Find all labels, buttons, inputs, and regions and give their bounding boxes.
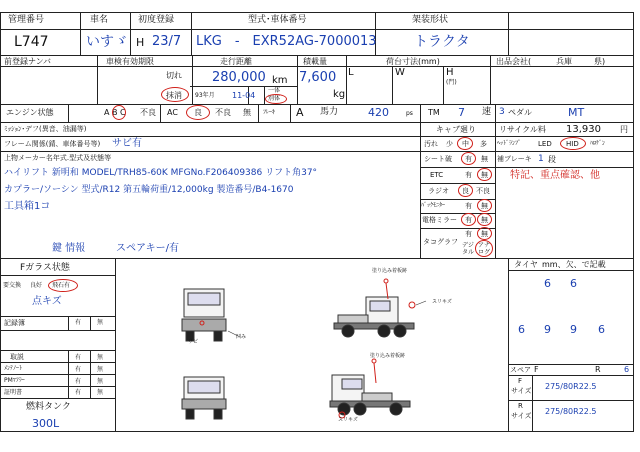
year-value: 11-04 [232, 91, 256, 100]
mt-value: MT [568, 106, 585, 119]
H-label: H [446, 67, 454, 78]
back-ari: 有 [465, 202, 472, 210]
mente-ari: 有 [75, 366, 82, 373]
etc-ari: 有 [465, 171, 472, 179]
H-sub: (門) [446, 79, 457, 86]
kiroku-ari: 有 [75, 319, 82, 326]
front-view-top [182, 289, 226, 341]
shuppin-pref: 兵庫 [556, 57, 572, 66]
L-label: L [348, 67, 354, 78]
truck-diagram [116, 259, 508, 431]
hojo-brake-label: 補ブレーキ [497, 155, 532, 163]
damage-mark-1 [384, 279, 388, 283]
katashiki-label: 型式･車体番号 [248, 15, 307, 25]
mente-label: ﾒﾝﾃﾉｰﾄ [4, 365, 23, 372]
nenryo-value: 300L [32, 417, 60, 430]
side-view-bottom [330, 375, 410, 415]
ps-unit: ps [406, 110, 413, 117]
front-view-bottom [182, 377, 226, 419]
r-size-value: 275/80R22.5 [545, 407, 597, 416]
damage-mark-2 [409, 302, 415, 308]
betsutai-circle [265, 94, 287, 104]
headlamp-label: ﾍｯﾄﾞﾗﾝﾌﾟ [497, 140, 522, 147]
year-label: 93年月 [195, 92, 215, 99]
mirror-nashi: 無 [481, 216, 488, 224]
tm-value: 7 [458, 106, 465, 119]
diagram-note-nuri-2: 塗り込み着板跡 [370, 353, 406, 359]
headlamp-led: LED [538, 140, 552, 148]
torisetsu-label: 取説 [10, 353, 24, 361]
damage-mark-4 [372, 359, 376, 363]
W-label: W [395, 67, 405, 78]
kanri-bango: L747 [14, 34, 49, 50]
headlamp-hid-circle [560, 137, 586, 150]
shoumei-nashi: 無 [97, 389, 104, 396]
sheet-ari-circle [461, 152, 476, 165]
recycle-label: リサイクル料 [499, 125, 546, 134]
kanri-bango-label: 管理番号 [8, 15, 45, 25]
tacho-nashi: 無 [481, 230, 488, 238]
maeplate-label: 前登録ナンバ [4, 57, 52, 66]
kaso-value: トラクタ [414, 34, 470, 50]
diagram-note-hekomi: 凹み [236, 334, 247, 340]
ac-ryo: 良 [194, 108, 202, 117]
tire-front-right: 6 [570, 277, 577, 290]
f-size-label: サイズ [511, 387, 532, 395]
kagi-value: スペアキー/有 [116, 243, 179, 254]
masshou-label: 抹消 [166, 91, 182, 100]
engine-fuka: 不良 [140, 108, 156, 117]
brake-value: A [296, 106, 304, 119]
tire-rear-1: 6 [518, 323, 525, 336]
tire-mm-note: mm、欠、で記載 [542, 260, 606, 269]
headlamp-hid: HID [566, 140, 579, 148]
ac-mu: 無 [243, 108, 251, 117]
kire-label: 切れ [166, 71, 182, 80]
pm-nashi: 無 [97, 378, 104, 385]
tacho-ana: アナ [478, 242, 491, 249]
glass-ryo: 良好 [30, 282, 43, 289]
r-size-R-label: R [518, 402, 523, 410]
tire-rear-2: 9 [544, 323, 551, 336]
kaso-label: 架装形状 [412, 15, 449, 25]
glass-tenkizu: 点キズ [32, 296, 62, 307]
maker-name: いすゞ [86, 34, 128, 50]
mirror-ari: 有 [465, 216, 472, 224]
spare-f: F [534, 365, 539, 374]
engine-label: エンジン状態 [6, 108, 54, 117]
kyori-label: 走行距離 [220, 57, 252, 66]
shodo-value: 23/7 [152, 34, 182, 49]
tacho-rog: ログ [478, 249, 491, 256]
radio-label: ラジオ [428, 187, 449, 195]
nenryo-label: 燃料タンク [26, 402, 71, 412]
tire-rear-4: 6 [598, 323, 605, 336]
diagram-note-surikizu-2: スリキズ [338, 417, 358, 423]
pm-label: PMﾏﾌﾗｰ [4, 377, 25, 384]
betsutai-label: 別体 [268, 95, 281, 102]
spare-r-value: 6 [624, 365, 630, 374]
ac-ryo-circle [186, 105, 210, 120]
radio-ryo-circle [458, 184, 473, 197]
etc-nashi-circle [477, 168, 492, 181]
tire-front-left: 6 [544, 277, 551, 290]
tacho-tal: タル [462, 249, 475, 256]
kiroku-label: 記録簿 [4, 319, 25, 327]
yogore-label: 汚れ [424, 140, 438, 148]
mirror-ari-circle [461, 213, 476, 226]
spare-r-label: R [595, 365, 601, 374]
masshou-circle [161, 87, 189, 102]
recycle-yen: 円 [620, 125, 628, 134]
etc-nashi: 無 [481, 171, 488, 179]
pedal-label: ペダル [508, 108, 532, 117]
pm-ari: 有 [75, 378, 82, 385]
tacho-ari: 有 [465, 230, 472, 238]
shodo-label: 初度登録 [138, 15, 175, 25]
f-size-value: 275/80R22.5 [545, 382, 597, 391]
tm-label: TM [428, 108, 440, 117]
hojo-brake-dan: 段 [548, 155, 556, 164]
cab-title: キャブ廻り [436, 125, 476, 134]
diagram-note-surikizu-1: スリキズ [432, 299, 452, 305]
f-size-F-label: F [518, 377, 523, 385]
joushiki-line-2: カプラー/ソーシン 型式/R12 第五輪荷重/12,000kg 製造番号/B4-1670 [4, 185, 294, 195]
sekisai-label: 積載量 [303, 57, 327, 66]
shuppin-suffix: 県) [594, 57, 606, 66]
frame-value: サビ有 [112, 138, 142, 149]
brake-label: ﾌﾚｰｷ [263, 109, 276, 116]
sheet-nashi: 無 [481, 155, 488, 163]
kiroku-nashi: 無 [97, 319, 104, 326]
shoumei-ari: 有 [75, 389, 82, 396]
ac-label: AC [167, 108, 178, 117]
side-view-top [334, 297, 414, 337]
headlamp-halogen: ﾊﾛｹﾞﾝ [590, 140, 606, 147]
shoumei-label: 証明書 [4, 389, 23, 396]
pedal-num: 3 [499, 107, 505, 117]
glass-koukan: 要交換 [3, 282, 22, 289]
yogore-chu: 中 [462, 140, 469, 148]
recycle-value: 13,930 [566, 124, 601, 135]
tacho-ana-circle [475, 240, 493, 257]
era: H [136, 36, 145, 49]
soku-label: 速 [482, 107, 492, 117]
diagram-note-sabi: サビ [188, 339, 199, 345]
diagram-note-nuri-1: 塗り込み着板跡 [372, 268, 408, 274]
tire-title: タイヤ [514, 260, 538, 269]
mirror-nashi-circle [477, 213, 492, 226]
yogore-sho: 少 [446, 140, 453, 148]
mente-nashi: 無 [97, 366, 104, 373]
meisho-label: 車名 [90, 15, 109, 25]
tacho-label: タコグラフ [423, 238, 458, 246]
yogore-ta: 多 [480, 140, 487, 148]
km-unit: km [272, 75, 288, 86]
glass-hiseki-circle [48, 279, 78, 292]
glass-title: Fガラス状態 [20, 263, 70, 273]
r-size-label: サイズ [511, 412, 532, 420]
sheet-label: シート破 [424, 155, 452, 163]
mission-label: ﾐｯｼｮﾝ･デフ(異音、油漏等) [4, 125, 87, 133]
engine-b-circle [112, 105, 126, 120]
glass-hiseki: 飛石有 [52, 282, 71, 289]
tacho-nashi-circle [477, 227, 492, 240]
joushiki-label: 上物メーカー名年式.型式及状態等 [4, 154, 112, 162]
radio-ryo: 良 [462, 187, 469, 195]
tacho-digi: デジ [462, 242, 474, 249]
mirror-label: 電格ミラー [422, 216, 457, 224]
spare-label: スペア [510, 366, 531, 374]
ittai-label: 一体 [268, 87, 281, 94]
back-nashi: 無 [481, 202, 488, 210]
joushiki-line-1: ハイリフト 新明和 MODEL/TRH85-60K MFGNo.F206409386 リフト角37° [4, 168, 318, 178]
shuppin-label: 出品会社( [496, 57, 532, 66]
horse-value: 420 [368, 106, 389, 119]
torisetsu-nashi: 無 [97, 354, 104, 361]
katashiki-value: LKG - EXR52AG-7000013 [196, 34, 377, 49]
sheet-ari: 有 [465, 155, 472, 163]
kyori-value: 280,000 [212, 70, 266, 85]
shaken-label: 車検有効期限 [106, 57, 154, 66]
sekisai-value: 7,600 [299, 70, 337, 85]
special-notes: 特記、重点確認、他 [510, 170, 600, 181]
hojo-brake-value: 1 [538, 154, 544, 164]
engine-abc: A B C [104, 108, 126, 117]
back-nashi-circle [477, 199, 492, 212]
nidai-label: 荷台寸法(mm) [386, 57, 440, 66]
joushiki-line-3: 工具箱1コ [4, 201, 51, 212]
frame-label: フレーム関係(錆、車体番号等) [4, 140, 101, 148]
kagi-label: 鍵 情報 [52, 243, 86, 254]
horse-label: 馬力 [320, 107, 339, 117]
back-monitor-label: ﾊﾞｯｸﾓﾆﾀｰ [421, 202, 446, 209]
torisetsu-ari: 有 [75, 354, 82, 361]
radio-fu: 不良 [476, 187, 490, 195]
kg-unit: kg [333, 89, 346, 100]
yogore-chu-circle [457, 137, 473, 150]
tire-rear-3: 9 [570, 323, 577, 336]
etc-label: ETC [430, 171, 444, 179]
ac-fu: 不良 [215, 108, 231, 117]
